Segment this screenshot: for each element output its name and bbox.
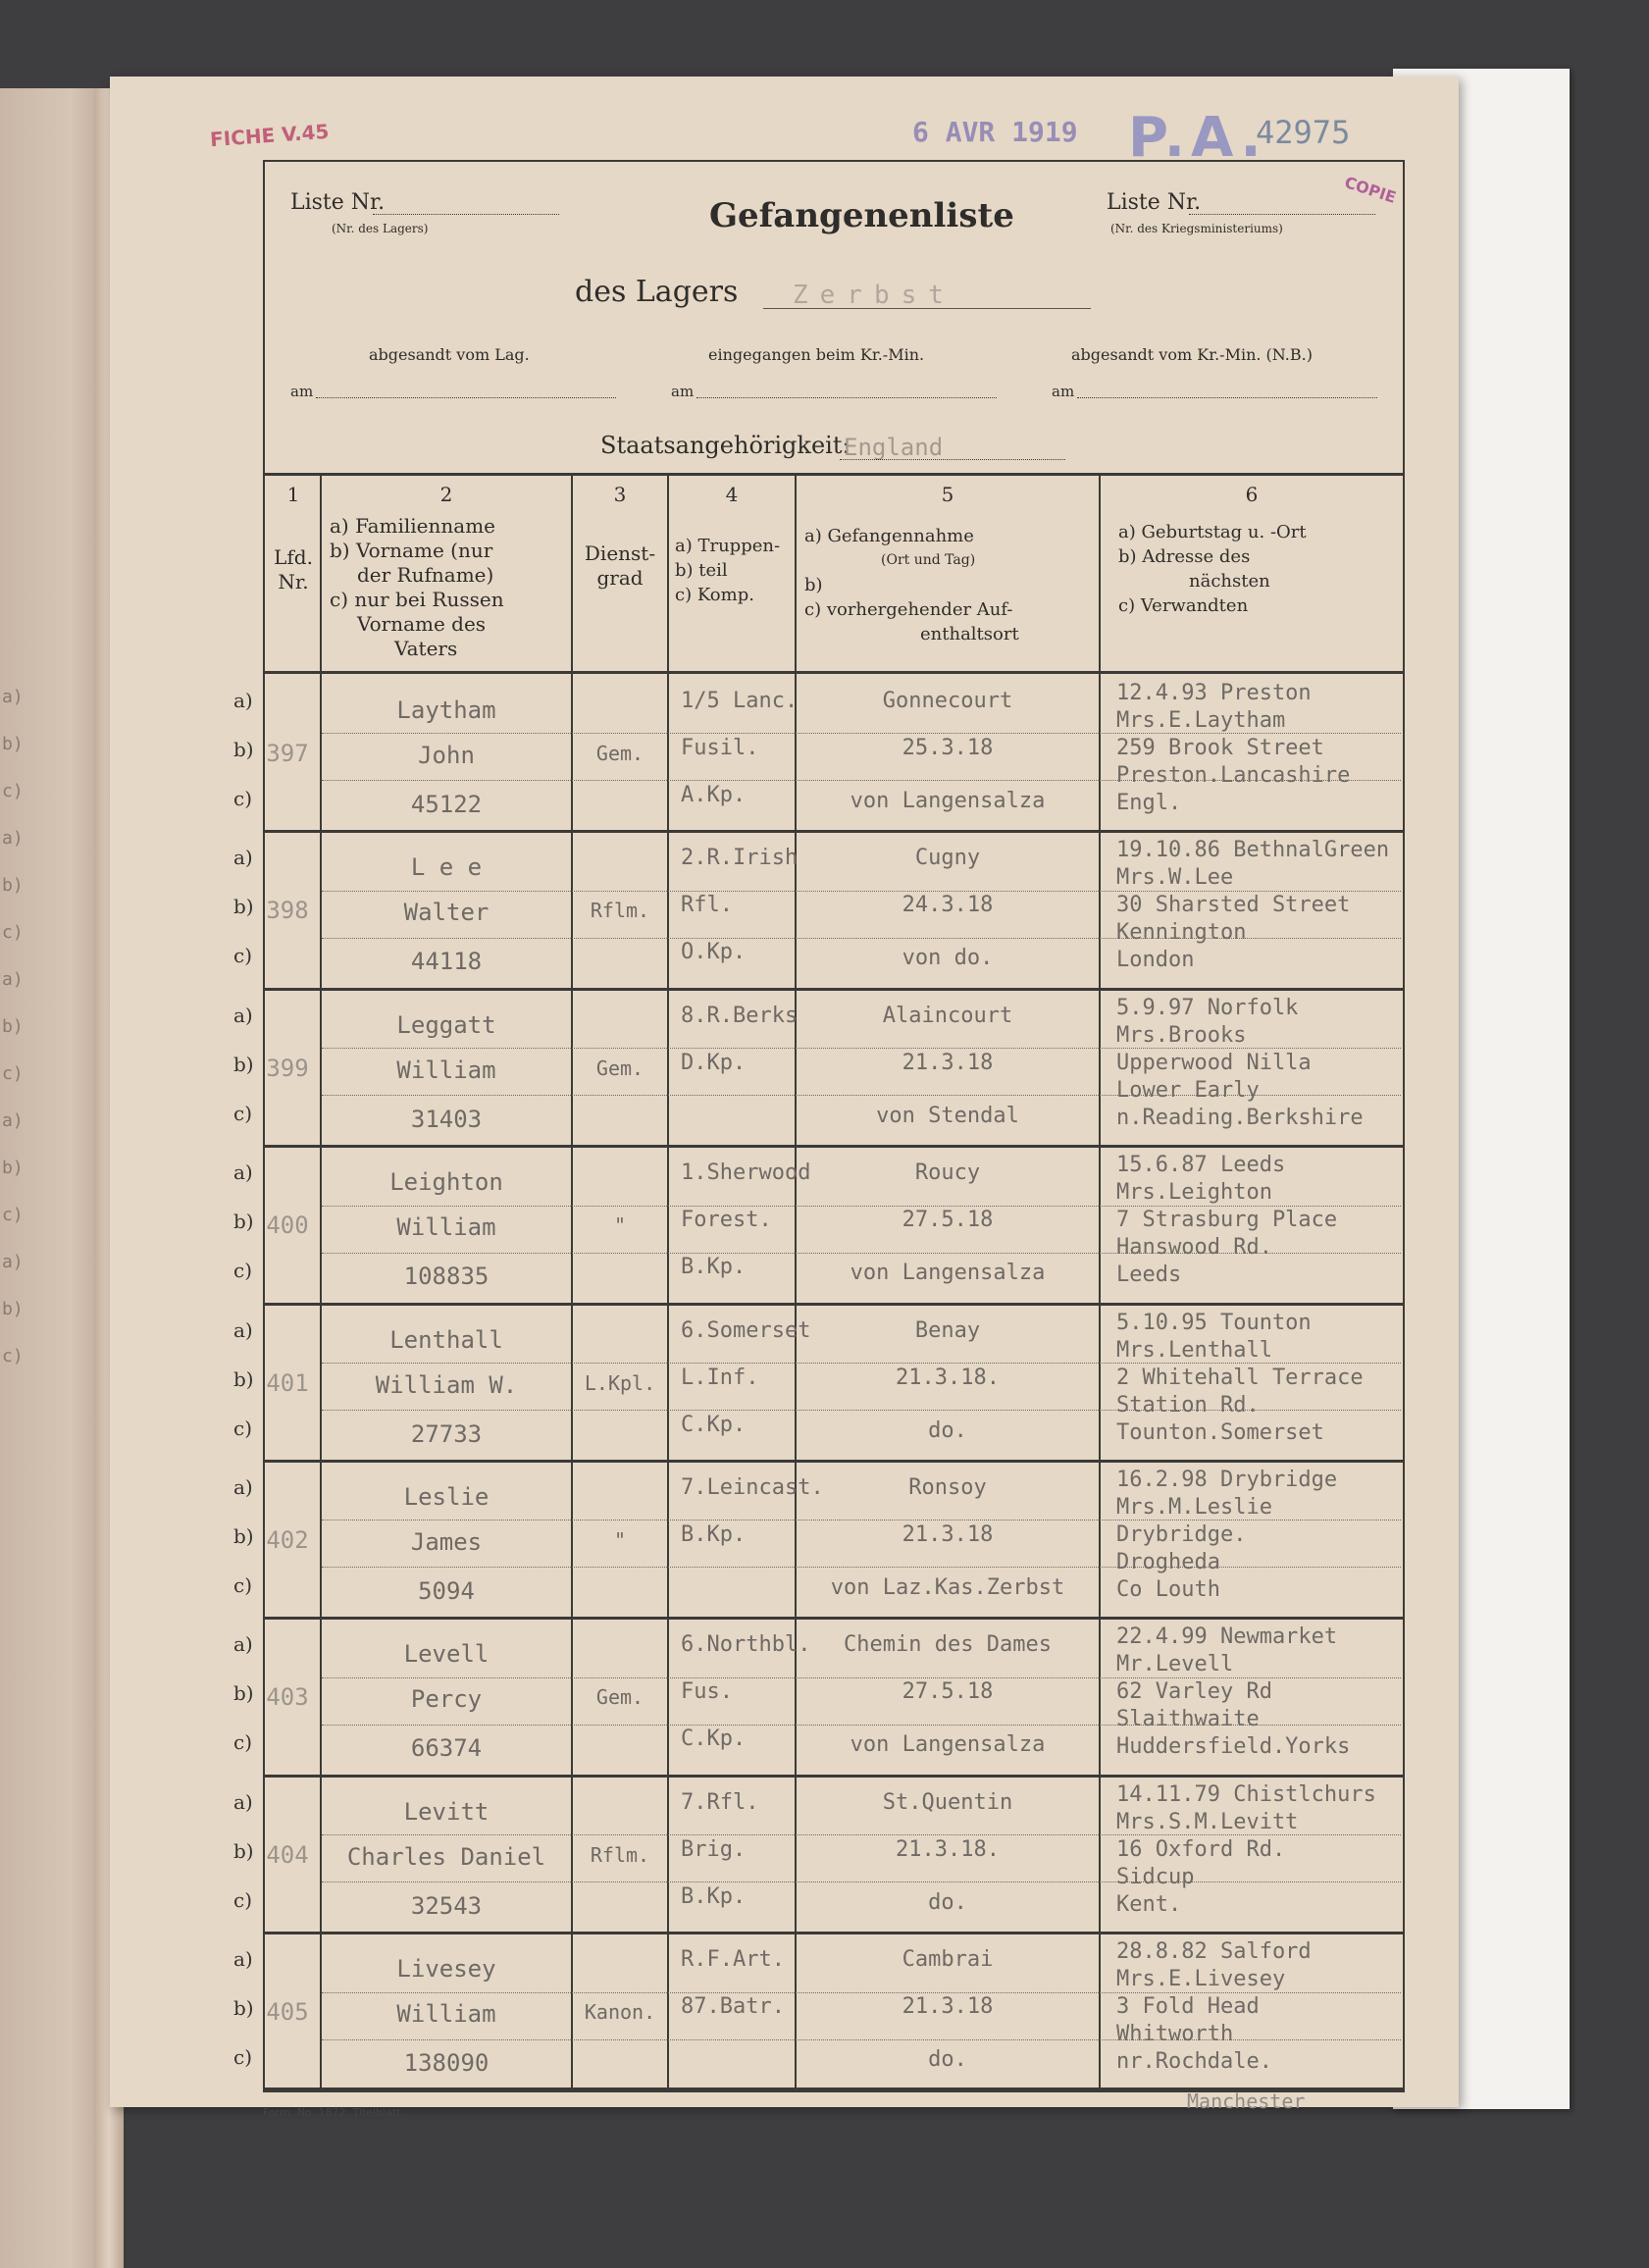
entry-unit-a: 2.R.Irish (681, 846, 799, 871)
entry-address-3: London (1116, 948, 1195, 973)
entry-address-2: Slaithwaite (1116, 1707, 1260, 1732)
entry-address-2: Kennington (1116, 920, 1247, 946)
entry-bottom-rule (263, 1617, 1405, 1620)
entry-grade: Gem. (595, 742, 644, 765)
entry-address-2: Sidcup (1116, 1864, 1195, 1889)
entry-previous-location: von Laz.Kas.Zerbst (830, 1575, 1065, 1600)
entry-address-2: Lower Early (1116, 1077, 1260, 1103)
lager-line (763, 308, 1091, 309)
entry-address-3: nr.Rochdale. (1116, 2049, 1272, 2075)
am-line-3 (1077, 397, 1377, 398)
entry-capture-date: 21.3.18. (896, 1836, 1000, 1862)
entry-number: 398 (266, 897, 309, 925)
entry-unit-a: 7.Leincast. (681, 1475, 824, 1500)
entry-address-3: Co Louth (1116, 1577, 1220, 1602)
entry-relative: Mrs.M.Leslie (1116, 1495, 1272, 1520)
col1-header: Lfd. Nr. (274, 545, 313, 593)
entry-relative: Mr.Levell (1116, 1652, 1234, 1677)
entry-grade: Kanon. (584, 2000, 656, 2025)
entry-unit-b: Forest. (681, 1208, 772, 1233)
entry-unit-b: B.Kp. (681, 1522, 747, 1547)
entry-previous-location: von do. (902, 946, 994, 971)
entry-previous-location: do. (928, 1889, 967, 1915)
entry-service-number: 44118 (410, 948, 483, 976)
entry-unit-b: Fusil. (681, 736, 759, 760)
row-label: a) (233, 1789, 253, 1814)
entry-birth: 22.4.99 Newmarket (1116, 1624, 1338, 1650)
entry-bottom-rule (263, 1145, 1405, 1148)
entry-previous-location: von Langensalza (850, 789, 1046, 813)
staat-value: England (844, 434, 944, 461)
entry-name: L e e (410, 853, 483, 882)
entry-previous-location: von Stendal (876, 1103, 1019, 1128)
entry-birth: 15.6.87 Leeds (1116, 1153, 1286, 1178)
row-label: c) (233, 1101, 253, 1125)
col3-header: Dienst- grad (584, 541, 656, 590)
entry-capture-date: 24.3.18 (902, 893, 994, 918)
lager-label: des Lagers (575, 275, 739, 309)
entry-relative: Mrs.S.M.Levitt (1116, 1809, 1299, 1834)
entry-capture-date: 27.5.18 (902, 1208, 994, 1233)
col4-header: a) Truppen- b) teil c) Komp. (675, 536, 781, 605)
entry-address-1: 7 Strasburg Place (1116, 1208, 1338, 1233)
lager-value: Zerbst (793, 281, 955, 310)
row-label: a) (233, 846, 253, 870)
entry-unit-a: 8.R.Berks (681, 1003, 799, 1028)
entry-unit-c: B.Kp. (681, 1883, 747, 1909)
entry-name: Leggatt (396, 1010, 496, 1039)
entry-bottom-rule (263, 1775, 1405, 1778)
entry-service-number: 66374 (410, 1734, 483, 1763)
entry-bottom-rule (263, 1932, 1405, 1934)
copie-stamp: COPIE (1342, 173, 1399, 207)
entry-grade: " (613, 1528, 627, 1552)
row-label: b) (233, 1838, 254, 1863)
table-top-rule (263, 473, 1405, 476)
row-label: c) (233, 1259, 253, 1283)
entry-previous-location: von Langensalza (850, 1732, 1046, 1758)
entry-birth: 12.4.93 Preston (1116, 681, 1312, 705)
entry-service-number: 138090 (403, 2049, 490, 2078)
entry-capture-place: Benay (914, 1317, 981, 1343)
entry-number: 399 (266, 1054, 309, 1082)
entry-subline (322, 1567, 1401, 1568)
entry-birth: 5.10.95 Tounton (1116, 1310, 1312, 1335)
entry-previous-location: do. (928, 2047, 967, 2073)
entry-unit-a: 1.Sherwood (681, 1160, 811, 1186)
entry-address-1: 259 Brook Street (1116, 736, 1324, 760)
col2-header: a) Familienname b) Vorname (nur der Rufname) c) nur bei Russen Vorname des Vaters (330, 514, 504, 660)
entry-vorname: William (396, 1213, 496, 1242)
entry-vorname: Walter (403, 899, 490, 927)
am-line-2 (696, 397, 997, 398)
entry-relative: Mrs.E.Livesey (1116, 1967, 1286, 1992)
entry-capture-place: Chemin des Dames (844, 1632, 1052, 1658)
fiche-stamp: FICHE V.45 (209, 119, 331, 152)
abgesandt-krmin-label: abgesandt vom Kr.-Min. (N.B.) (1071, 345, 1313, 364)
entry-name: Leslie (403, 1483, 490, 1511)
row-label: c) (233, 944, 253, 968)
entry-grade: Gem. (595, 1056, 644, 1080)
row-label: c) (233, 1416, 253, 1440)
liste-nr-left-line (373, 214, 559, 215)
entry-address-2: Preston.Lancashire (1116, 763, 1351, 788)
row-label: c) (233, 787, 253, 810)
entry-grade: Rflm. (590, 899, 650, 923)
entry-address-3: Kent. (1116, 1891, 1182, 1917)
entry-name: Levitt (403, 1797, 490, 1826)
entry-subline (322, 891, 1401, 892)
entry-subline (322, 1834, 1401, 1835)
staat-label: Staatsangehörigkeit: (600, 432, 850, 459)
entry-address-1: 3 Fold Head (1116, 1994, 1260, 2020)
header-bottom-rule (263, 671, 1405, 674)
entry-subline (322, 1520, 1401, 1521)
date-stamp: 6 AVR 1919 (912, 116, 1078, 148)
col-num-4: 4 (725, 483, 739, 506)
entry-relative: Mrs.E.Laytham (1116, 708, 1286, 733)
entry-address-3: Engl. (1116, 791, 1182, 815)
entry-address-2: Whitworth (1116, 2022, 1234, 2047)
entry-bottom-rule (263, 988, 1405, 991)
entry-service-number: 31403 (410, 1105, 483, 1133)
entry-address-1: 30 Sharsted Street (1116, 893, 1351, 918)
liste-nr-left-label: Liste Nr. (290, 190, 386, 215)
entry-vorname: Percy (410, 1685, 483, 1714)
col-divider-5 (1099, 473, 1101, 2089)
entry-unit-a: 6.Northbl. (681, 1632, 811, 1658)
entry-unit-c: C.Kp. (681, 1412, 747, 1437)
entry-subline (322, 1363, 1401, 1364)
entry-vorname: James (410, 1528, 483, 1556)
row-label: c) (233, 1573, 253, 1597)
entry-birth: 16.2.98 Drybridge (1116, 1468, 1338, 1492)
entry-subline (322, 1677, 1401, 1678)
entry-birth: 5.9.97 Norfolk (1116, 995, 1299, 1020)
entry-capture-place: Alaincourt (882, 1003, 1013, 1028)
entry-vorname: William (396, 2000, 496, 2029)
row-label: a) (233, 1475, 253, 1499)
entry-service-number: 45122 (410, 791, 483, 818)
entry-name: Leighton (389, 1168, 503, 1197)
entry-address-1: 2 Whitehall Terrace (1116, 1365, 1364, 1390)
entry-subline (322, 1048, 1401, 1049)
entry-address-2: Station Rd. (1116, 1392, 1260, 1418)
entry-unit-b: Rfl. (681, 893, 733, 918)
entry-service-number: 108835 (403, 1263, 490, 1291)
entry-bottom-rule (263, 830, 1405, 833)
row-label: b) (233, 1996, 254, 2021)
entry-vorname: William W. (375, 1370, 518, 1399)
form-footer: Form. No. 1872. Titelblatt. (263, 2106, 404, 2119)
row-label: a) (233, 1317, 253, 1342)
row-label: b) (233, 1681, 254, 1706)
row-label: b) (233, 1210, 254, 1234)
row-label: c) (233, 1730, 253, 1755)
abgesandt-lag-label: abgesandt vom Lag. (369, 345, 530, 364)
am-label-1: am (290, 383, 314, 400)
entry-address-3: Huddersfield.Yorks (1116, 1734, 1351, 1760)
entry-vorname: William (396, 1056, 496, 1084)
am-label-2: am (671, 383, 695, 400)
entry-unit-c: O.Kp. (681, 940, 747, 965)
entry-number: 403 (266, 1683, 309, 1712)
entry-birth: 14.11.79 Chistlchurs (1116, 1781, 1376, 1807)
row-label: b) (233, 1052, 254, 1076)
entry-capture-date: 21.3.18. (896, 1365, 1000, 1390)
col-num-5: 5 (941, 483, 954, 506)
entry-address-1: Drybridge. (1116, 1522, 1247, 1547)
entry-subline (322, 1881, 1401, 1882)
entry-subline (322, 733, 1401, 734)
entry-address-1: Upperwood Nilla (1116, 1050, 1312, 1075)
entry-name: Laytham (396, 696, 496, 724)
entry-address-2: Hanswood Rd. (1116, 1235, 1272, 1261)
entry-number: 400 (266, 1211, 309, 1240)
entry-number: 402 (266, 1526, 309, 1554)
liste-nr-right-sub: (Nr. des Kriegsministeriums) (1110, 222, 1283, 235)
entry-address-2: Drogheda (1116, 1550, 1220, 1574)
am-line-1 (316, 397, 616, 398)
entry-unit-b: 87.Batr. (681, 1994, 785, 2020)
entry-subline (322, 1992, 1401, 1993)
entry-number: 401 (266, 1368, 309, 1397)
entry-subline (322, 1206, 1401, 1207)
entry-unit-a: R.F.Art. (681, 1947, 785, 1973)
eingegangen-label: eingegangen beim Kr.-Min. (708, 345, 925, 364)
staat-line (840, 459, 1065, 460)
row-label: c) (233, 1887, 253, 1912)
entry-service-number: 27733 (410, 1419, 483, 1448)
row-label: b) (233, 1524, 254, 1548)
pa-stamp: P.A. (1128, 106, 1267, 170)
entry-capture-date: 21.3.18 (902, 1994, 994, 2020)
entry-capture-date: 21.3.18 (902, 1050, 994, 1075)
entry-unit-b: Brig. (681, 1836, 747, 1862)
entry-unit-a: 1/5 Lanc. (681, 689, 799, 713)
entry-address-3: n.Reading.Berkshire (1116, 1105, 1364, 1130)
entry-name: Lenthall (389, 1325, 503, 1354)
row-label: b) (233, 895, 254, 919)
entry-relative: Mrs.Lenthall (1116, 1337, 1272, 1363)
am-label-3: am (1052, 383, 1075, 400)
entry-unit-a: 7.Rfl. (681, 1789, 759, 1815)
entry-vorname: John (418, 742, 475, 769)
entry-grade: " (613, 1213, 627, 1238)
row-label: a) (233, 1632, 253, 1657)
entry-relative: Mrs.Leighton (1116, 1180, 1272, 1206)
entry-unit-b: L.Inf. (681, 1365, 759, 1390)
entry-unit-b: D.Kp. (681, 1050, 747, 1075)
entry-unit-c: A.Kp. (681, 783, 747, 807)
row-label: b) (233, 1366, 254, 1391)
entry-bottom-rule (263, 1303, 1405, 1306)
entry-grade: Rflm. (590, 1842, 650, 1867)
col-divider-3 (667, 473, 669, 2089)
left-page-margin-labels: a) b) c) a) b) c) a) b) c) a) b) c) a) b) c) (2, 687, 24, 1366)
entry-grade: Gem. (595, 1685, 644, 1710)
entry-capture-place: Cambrai (902, 1947, 994, 1973)
entry-capture-place: Cugny (914, 846, 981, 871)
entry-name: Livesey (396, 1955, 496, 1984)
col-num-3: 3 (613, 483, 627, 506)
entry-capture-date: 27.5.18 (902, 1679, 994, 1705)
entry-previous-location: von Langensalza (850, 1261, 1046, 1286)
entry-number: 405 (266, 1998, 309, 2027)
row-label: b) (233, 738, 254, 761)
entry-relative: Mrs.W.Lee (1116, 865, 1234, 891)
entry-relative: Mrs.Brooks (1116, 1022, 1247, 1048)
entry-address-1: 16 Oxford Rd. (1116, 1836, 1286, 1862)
entry-address-3: Tounton.Somerset (1116, 1419, 1324, 1445)
entry-service-number: 5094 (418, 1577, 475, 1605)
extra-note: Manchester (1187, 2089, 1306, 2113)
entry-address-3: Leeds (1116, 1263, 1182, 1288)
row-label: a) (233, 689, 253, 712)
entry-unit-a: 6.Somerset (681, 1317, 811, 1343)
page-title: Gefangenenliste (709, 196, 1014, 235)
entry-birth: 19.10.86 BethnalGreen (1116, 838, 1390, 863)
entry-name: Levell (403, 1640, 490, 1669)
entry-service-number: 32543 (410, 1891, 483, 1920)
entry-vorname: Charles Daniel (346, 1842, 546, 1871)
entry-subline (322, 2039, 1401, 2040)
row-label: a) (233, 1160, 253, 1185)
liste-nr-left-sub: (Nr. des Lagers) (332, 222, 429, 235)
entry-bottom-rule (263, 1460, 1405, 1463)
col6-header: a) Geburtstag u. -Ort b) Adresse des nächsten c) Verwandten (1118, 522, 1307, 616)
row-label: c) (233, 2045, 253, 2070)
entry-unit-b: Fus. (681, 1679, 733, 1705)
liste-nr-right-line (1189, 214, 1375, 215)
col-num-1: 1 (286, 483, 300, 506)
liste-nr-right-label: Liste Nr. (1107, 190, 1202, 215)
entry-capture-place: St.Quentin (882, 1789, 1013, 1815)
entry-capture-place: Ronsoy (908, 1475, 987, 1500)
entry-number: 404 (266, 1840, 309, 1869)
row-label: a) (233, 1947, 253, 1972)
entry-unit-c: C.Kp. (681, 1727, 747, 1752)
entry-address-1: 62 Varley Rd (1116, 1679, 1272, 1705)
entry-grade: L.Kpl. (584, 1370, 656, 1395)
row-label: a) (233, 1003, 253, 1027)
entry-capture-place: Roucy (914, 1160, 981, 1186)
entry-capture-date: 25.3.18 (902, 736, 994, 760)
pa-number: 42975 (1256, 114, 1351, 151)
col5-header: a) Gefangennahme (Ort und Tag) b) c) vorhergehender Auf- enthaltsort (804, 526, 1019, 644)
entry-previous-location: do. (928, 1418, 967, 1443)
entry-unit-c: B.Kp. (681, 1255, 747, 1280)
entry-capture-place: Gonnecourt (882, 689, 1013, 713)
entry-capture-date: 21.3.18 (902, 1522, 994, 1547)
entry-number: 397 (266, 740, 309, 767)
entry-birth: 28.8.82 Salford (1116, 1939, 1312, 1965)
col-num-6: 6 (1245, 483, 1259, 506)
col-num-2: 2 (439, 483, 453, 506)
